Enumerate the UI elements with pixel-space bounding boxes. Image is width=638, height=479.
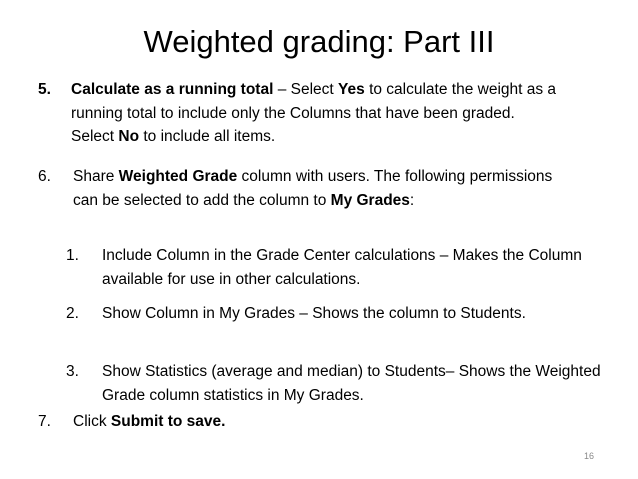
page-number: 16	[583, 451, 594, 461]
text-segment: Click	[73, 413, 111, 430]
item-number: 5.	[38, 81, 51, 98]
text-segment: No	[118, 128, 140, 145]
item-number: 7.	[38, 413, 51, 430]
text-segment: – Select	[273, 81, 339, 98]
list-item	[66, 302, 566, 326]
item-text	[38, 165, 558, 212]
list-item	[66, 360, 610, 407]
text-segment: column with users. The following permissions can be selected to add the column to	[73, 168, 553, 209]
text-segment: Calculate as a running total	[71, 81, 274, 98]
item-text	[66, 360, 610, 407]
item-number: 6.	[38, 168, 51, 185]
list-item	[38, 165, 558, 212]
text-segment: Show Column in My Grades – Shows the column to Students.	[102, 305, 526, 322]
list-item	[66, 244, 614, 291]
list-item	[38, 78, 558, 149]
text-segment: Yes	[338, 81, 365, 98]
text-segment: Share	[73, 168, 119, 185]
item-text	[66, 302, 566, 326]
text-segment: My Grades	[330, 191, 410, 209]
text-segment: Include Column in the Grade Center calculations – Makes the Column available for use in other calculations.	[102, 247, 582, 288]
text-segment: to calculate the weight as a running total to include only the Columns that have been graded. Select	[71, 81, 557, 145]
item-number: 3.	[66, 363, 79, 380]
text-segment: Show Statistics (average and median) to Students– Shows the Weighted Grade column statistics in My Grades.	[102, 363, 601, 404]
item-number: 2.	[66, 305, 79, 322]
text-segment: Weighted Grade	[118, 168, 238, 185]
slide-title: Weighted grading: Part III	[143, 24, 495, 59]
item-number: 1.	[66, 247, 79, 264]
item-text	[38, 78, 558, 149]
text-segment: to include all items.	[139, 128, 276, 145]
text-segment: Submit to save.	[110, 413, 226, 430]
list-item	[38, 410, 558, 434]
text-segment: :	[409, 191, 415, 209]
item-text	[66, 244, 614, 291]
item-text	[38, 410, 558, 434]
